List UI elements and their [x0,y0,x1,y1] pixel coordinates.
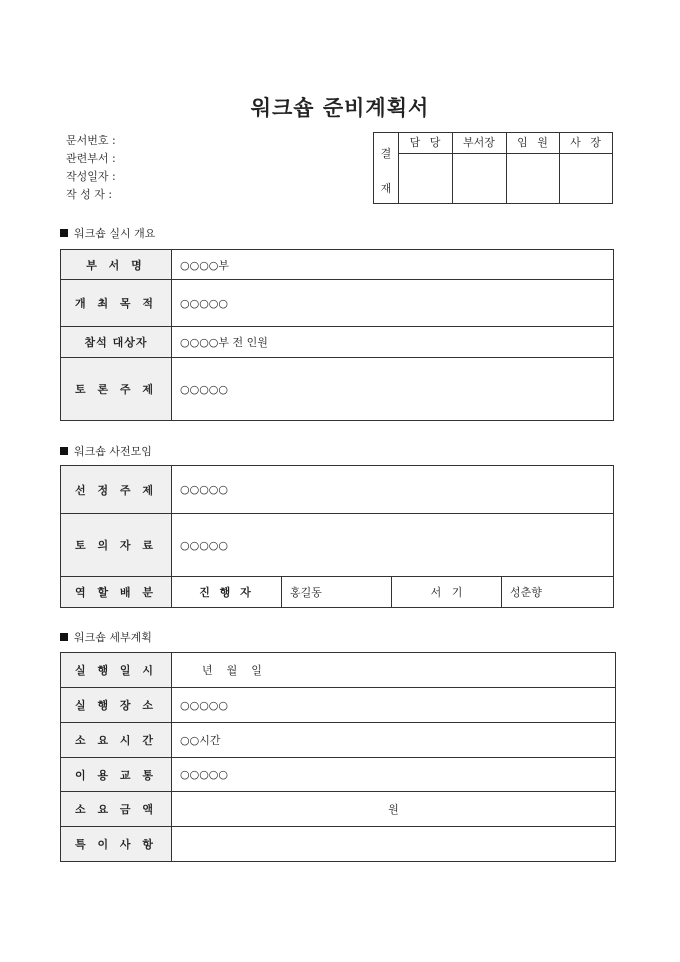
section-heading-detailed-plan [60,632,152,644]
section-heading-text: 워크숍 실시 개요 [74,227,156,240]
document-title: 워크숍 준비계획서 [250,96,430,120]
approval-side-bottom: 재 [380,182,392,195]
row-value [172,827,616,862]
row-label: 선 정 주 제 [61,466,172,514]
section-heading-overview [60,228,155,240]
row-label: 소 요 금 액 [61,792,172,827]
meta-author: 작 성 자 : [66,188,113,201]
table-row [61,723,616,758]
table-row [61,280,614,327]
premeeting-table [60,465,614,608]
approval-header-executive: 임 원 [517,136,548,149]
row-label: 소 요 시 간 [61,723,172,758]
table-row [61,250,614,280]
row-value: ○○○○○ [172,688,616,723]
row-value: 년 월 일 [172,653,616,688]
table-row [61,792,616,827]
meta-doc-number: 문서번호 : [66,134,116,147]
section-heading-text: 워크숍 세부계획 [74,631,152,644]
row-value: ○○○○부 전 인원 [172,327,614,358]
meta-date: 작성일자 : [66,170,116,183]
row-label: 개 최 목 적 [61,280,172,327]
row-label: 역 할 배 분 [61,577,172,608]
meta-related-dept: 관련부서 : [66,152,116,165]
overview-table [60,249,614,421]
approval-box [373,132,613,204]
section-heading-premeeting [60,446,152,458]
bullet-square-icon [60,633,68,641]
row-label: 특 이 사 항 [61,827,172,862]
row-value: ○○시간 [172,723,616,758]
row-label: 부 서 명 [61,250,172,280]
table-row [61,327,614,358]
table-row [61,577,614,608]
table-row [61,758,616,792]
lead-value: 홍길동 [282,577,392,608]
bullet-square-icon [60,447,68,455]
row-label: 실 행 일 시 [61,653,172,688]
lead-label: 진 행 자 [172,577,282,608]
bullet-square-icon [60,229,68,237]
row-value: ○○○○부 [172,250,614,280]
table-row [61,466,614,514]
row-value: 원 [172,792,616,827]
row-value: ○○○○○ [172,758,616,792]
detailed-plan-table [60,652,616,862]
table-row [61,688,616,723]
row-label: 참석 대상자 [61,327,172,358]
table-row [61,514,614,577]
approval-header-president: 사 장 [570,136,601,149]
approval-header-manager: 부서장 [463,136,495,149]
clerk-label: 서 기 [392,577,502,608]
approval-side-top: 결 [380,147,392,160]
approval-header-staff: 담 당 [409,136,441,149]
table-row [61,827,616,862]
clerk-value: 성춘향 [502,577,614,608]
table-row [61,653,616,688]
row-label: 실 행 장 소 [61,688,172,723]
row-value: ○○○○○ [172,466,614,514]
table-row [61,358,614,421]
row-value: ○○○○○ [172,280,614,327]
row-value: ○○○○○ [172,514,614,577]
row-label: 이 용 교 통 [61,758,172,792]
row-label: 토 론 주 제 [61,358,172,421]
section-heading-text: 워크숍 사전모임 [74,445,152,458]
row-label: 토 의 자 료 [61,514,172,577]
row-value: ○○○○○ [172,358,614,421]
